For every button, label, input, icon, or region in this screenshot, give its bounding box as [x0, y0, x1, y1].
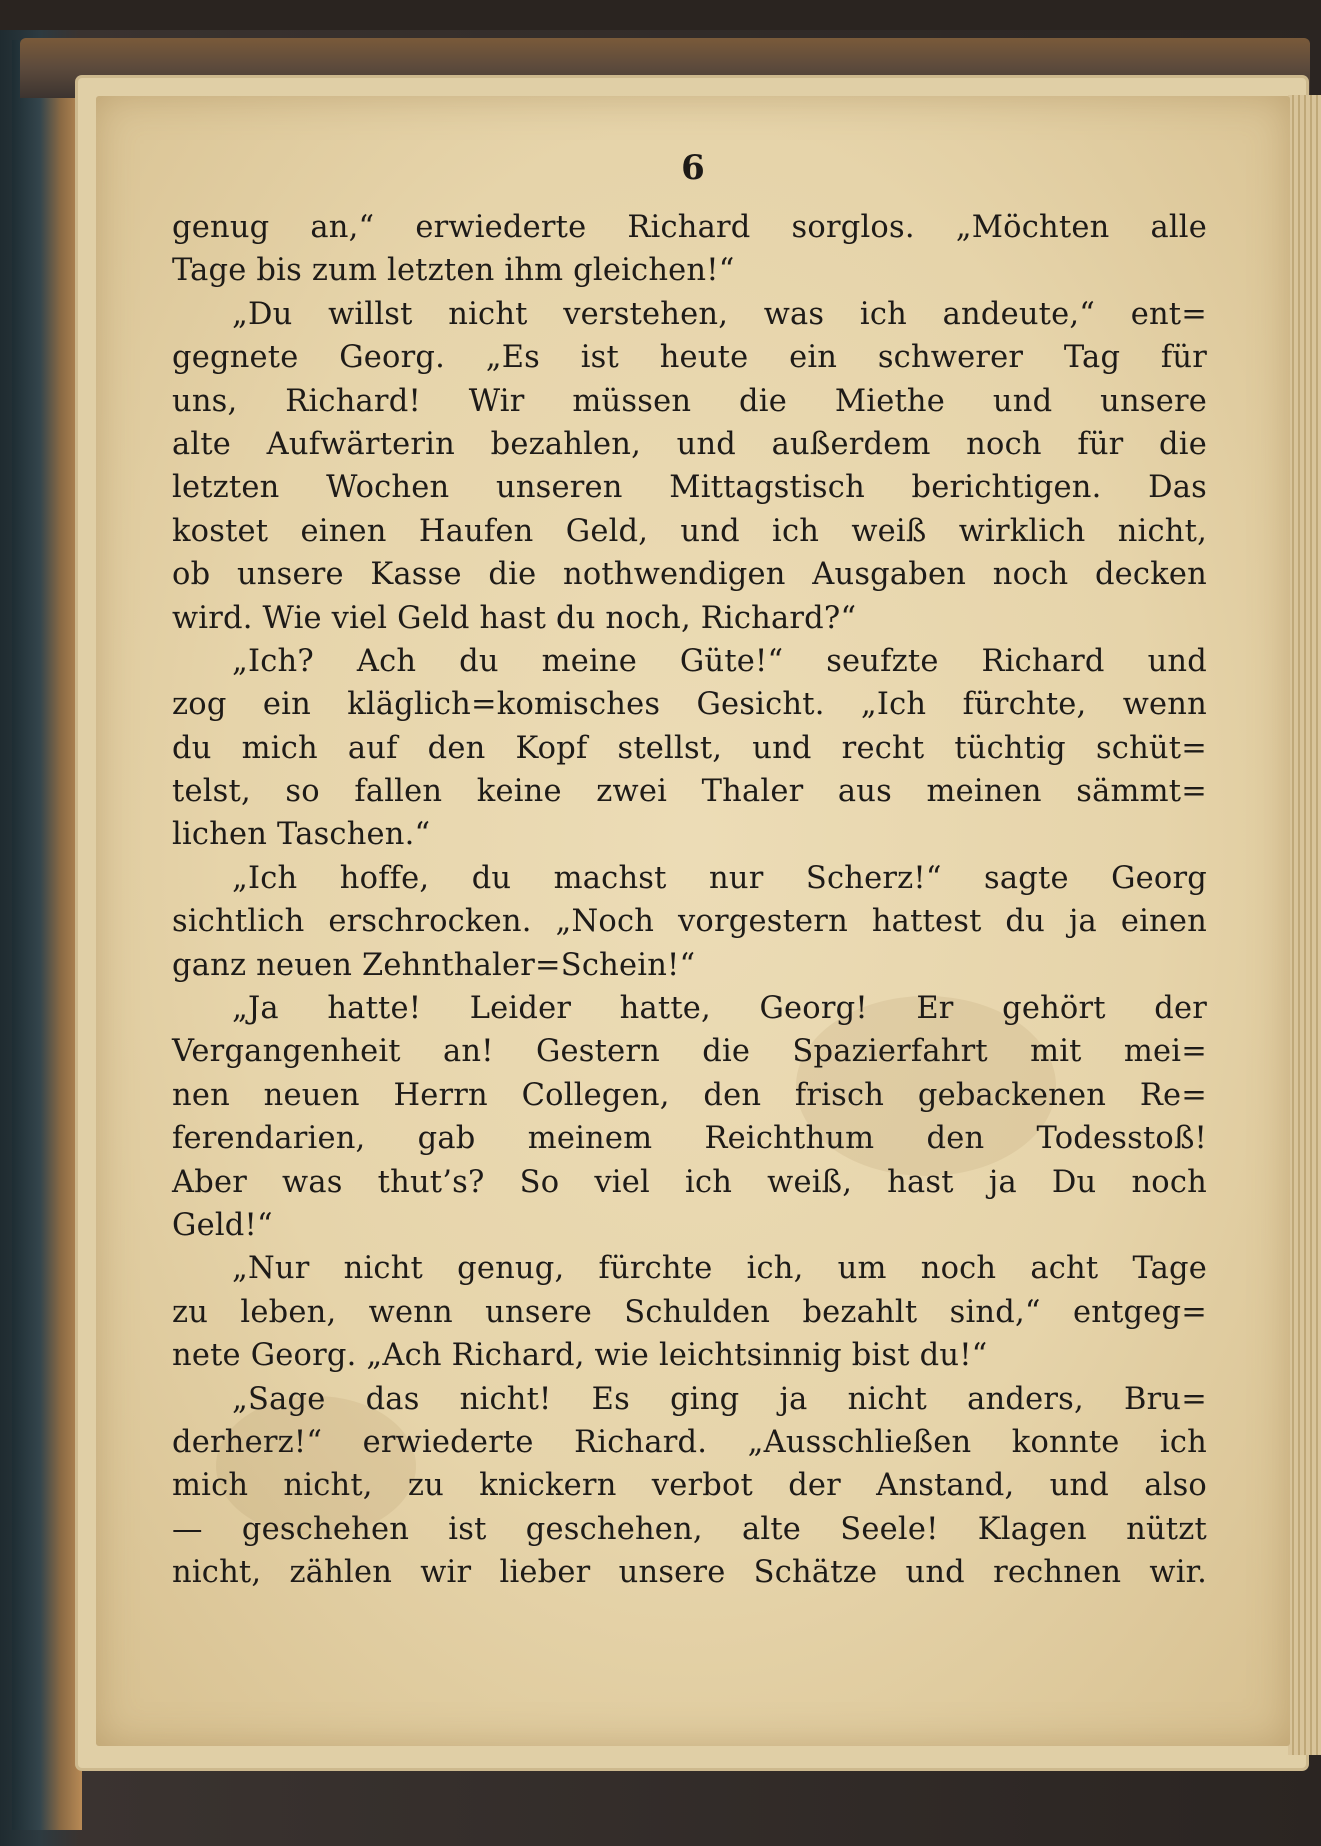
- book-spine-edge: [12, 40, 82, 1830]
- text-line: „Ja hatte! Leider hatte, Georg! Er gehört der: [232, 991, 1207, 1027]
- text-line: Tage bis zum letzten ihm gleichen!“: [172, 253, 735, 289]
- text-line: zu leben, wenn unsere Schulden bezahlt sind,“ entgeg=: [172, 1294, 1207, 1330]
- text-line: ob unsere Kasse die nothwendigen Ausgaben noch decken: [172, 557, 1207, 593]
- text-line: derherz!“ erwiederte Richard. „Ausschließen konnte ich: [172, 1424, 1207, 1460]
- body-text: [172, 206, 1207, 1595]
- text-line: ferendarien, gab meinem Reichthum den Todesstoß!: [172, 1121, 1207, 1157]
- text-line: kostet einen Haufen Geld, und ich weiß wirklich nicht,: [172, 513, 1207, 549]
- text-line: Aber was thut’s? So viel ich weiß, hast ja Du noch: [172, 1164, 1207, 1200]
- text-line: sichtlich erschrocken. „Noch vorgestern hattest du ja einen: [172, 904, 1207, 940]
- text-line: nicht, zählen wir lieber unsere Schätze und rechnen wir.: [172, 1555, 1207, 1591]
- text-line: „Sage das nicht! Es ging ja nicht anders, Bru=: [232, 1381, 1207, 1417]
- text-line: letzten Wochen unseren Mittagstisch berichtigen. Das: [172, 470, 1207, 506]
- text-line: nete Georg. „Ach Richard, wie leichtsinnig bist du!“: [172, 1338, 988, 1374]
- right-page-leaves: [1288, 95, 1321, 1755]
- text-line: zog ein kläglich=komisches Gesicht. „Ich fürchte, wenn: [172, 687, 1207, 723]
- text-line: Geld!“: [172, 1207, 273, 1243]
- text-line: gegnete Georg. „Es ist heute ein schwerer Tag für: [172, 340, 1207, 376]
- page-number: 6: [681, 148, 705, 188]
- book-page: [96, 96, 1290, 1746]
- text-line: uns, Richard! Wir müssen die Miethe und unsere: [172, 383, 1207, 419]
- text-line: „Ich hoffe, du machst nur Scherz!“ sagte Georg: [232, 860, 1207, 896]
- text-line: genug an,“ erwiederte Richard sorglos. „Möchten alle: [172, 210, 1207, 245]
- text-line: „Nur nicht genug, fürchte ich, um noch acht Tage: [232, 1251, 1207, 1287]
- text-line: alte Aufwärterin bezahlen, und außerdem noch für die: [172, 426, 1207, 462]
- text-line: ganz neuen Zehnthaler=Schein!“: [172, 947, 696, 983]
- text-line: „Ich? Ach du meine Güte!“ seufzte Richard und: [232, 643, 1207, 679]
- text-line: nen neuen Herrn Collegen, den frisch gebackenen Re=: [172, 1077, 1207, 1113]
- text-line: Vergangenheit an! Gestern die Spazierfahrt mit mei=: [172, 1034, 1207, 1070]
- text-line: wird. Wie viel Geld hast du noch, Richard?“: [172, 600, 857, 636]
- text-line: du mich auf den Kopf stellst, und recht tüchtig schüt=: [172, 730, 1207, 766]
- text-line: telst, so fallen keine zwei Thaler aus meinen sämmt=: [172, 774, 1207, 810]
- text-line: „Du willst nicht verstehen, was ich andeute,“ ent=: [232, 296, 1207, 332]
- text-line: mich nicht, zu knickern verbot der Anstand, und also: [172, 1468, 1207, 1504]
- text-line: — geschehen ist geschehen, alte Seele! Klagen nützt: [172, 1511, 1207, 1547]
- text-line: lichen Taschen.“: [172, 817, 431, 853]
